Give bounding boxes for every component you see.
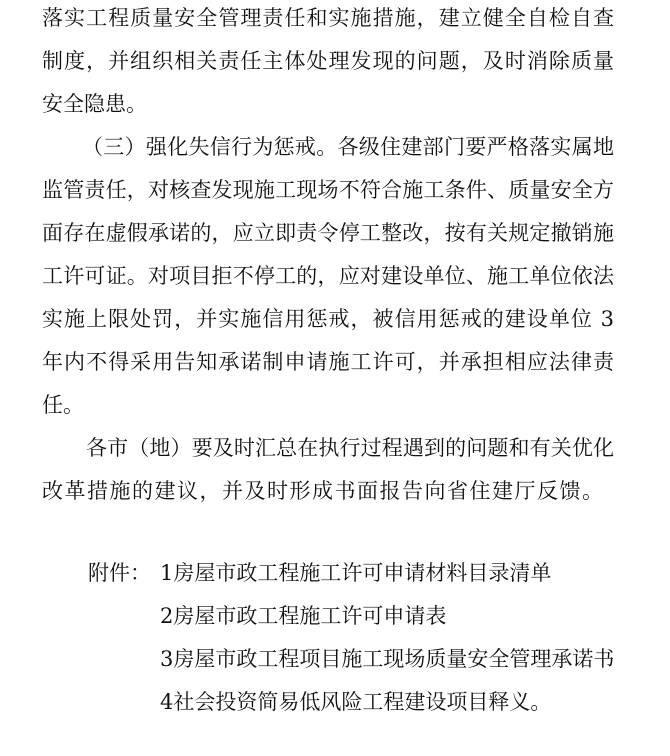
paragraph-2-line-3: 面存在虚假承诺的，应立即责令停工整改，按有关规定撤销施 xyxy=(42,221,614,245)
paragraph-1-line-3: 安全隐患。 xyxy=(42,92,147,116)
paragraph-3-line-2: 改革措施的建议，并及时形成书面报告向省住建厅反馈。 xyxy=(42,479,605,503)
attachment-item-2: 2房屋市政工程施工许可申请表 xyxy=(160,604,447,628)
paragraph-1-line-2: 制度，并组织相关责任主体处理发现的问题，及时消除质量 xyxy=(42,49,614,73)
paragraph-2-line-1: （三）强化失信行为惩戒。各级住建部门要严格落实属地 xyxy=(82,135,614,159)
paragraph-2-line-6: 年内不得采用告知承诺制申请施工许可，并承担相应法律责 xyxy=(42,350,614,374)
attachment-item-4: 4社会投资简易低风险工程建设项目释义。 xyxy=(160,690,552,714)
paragraph-2-line-4: 工许可证。对项目拒不停工的，应对建设单位、施工单位依法 xyxy=(42,264,614,288)
paragraph-2-line-5: 实施上限处罚，并实施信用惩戒，被信用惩戒的建设单位 3 xyxy=(42,307,614,331)
paragraph-2-line-7: 任。 xyxy=(42,393,84,417)
paragraph-3-line-1: 各市（地）要及时汇总在执行过程遇到的问题和有关优化 xyxy=(86,436,614,460)
paragraph-2-line-2: 监管责任，对核查发现施工现场不符合施工条件、质量安全方 xyxy=(42,178,614,202)
attachment-item-1: 1房屋市政工程施工许可申请材料目录清单 xyxy=(160,561,552,585)
attachment-item-3: 3房屋市政工程项目施工现场质量安全管理承诺书 xyxy=(160,647,615,671)
paragraph-1-line-1: 落实工程质量安全管理责任和实施措施，建立健全自检自查 xyxy=(42,6,614,30)
attachments-label: 附件： xyxy=(88,561,151,585)
